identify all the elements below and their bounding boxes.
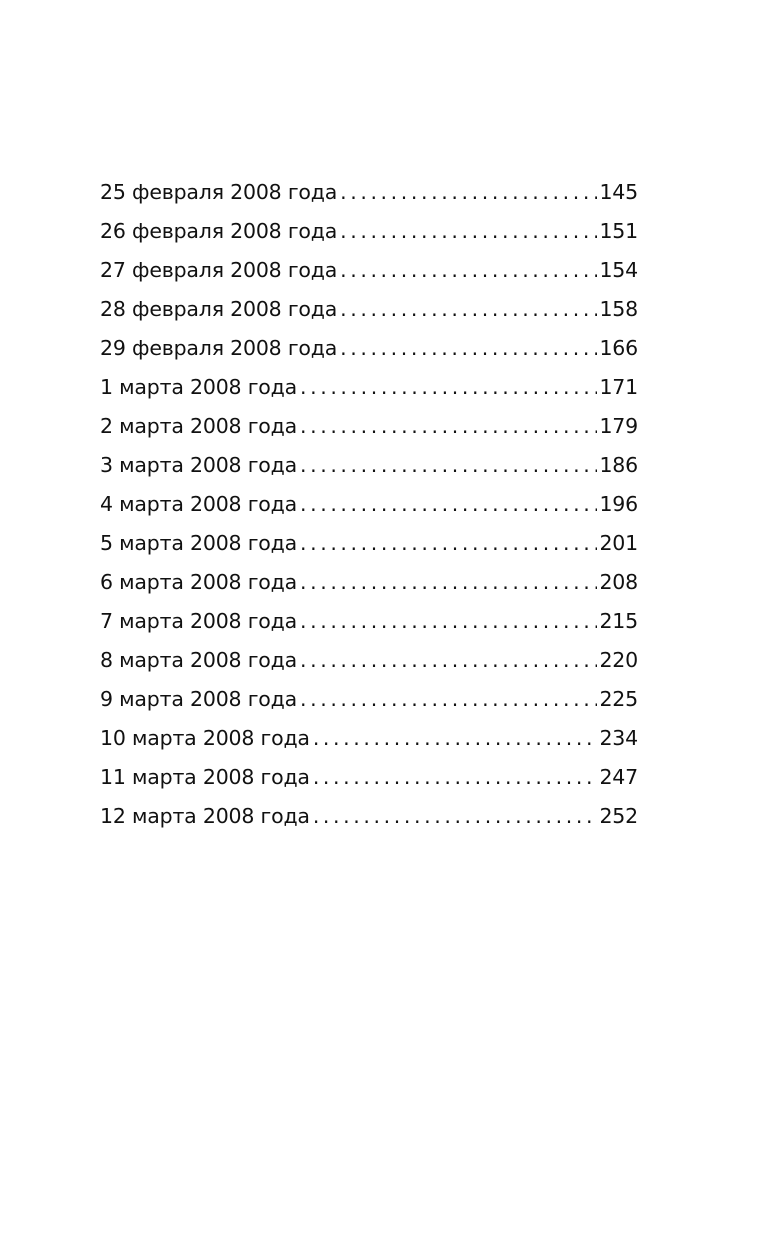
toc-entry[interactable] [100,329,638,368]
toc-entry-page: 201 [599,531,638,555]
toc-entry-page: 252 [599,804,638,828]
dot-leader [300,407,598,446]
toc-entry[interactable] [100,797,638,836]
toc-entry[interactable] [100,407,638,446]
toc-entry[interactable] [100,251,638,290]
toc-entry-title: 26 февраля 2008 года [100,219,338,243]
toc-entry-title: 2 марта 2008 года [100,414,297,438]
toc-entry-page: 215 [599,609,638,633]
toc-entry-page: 151 [599,219,638,243]
toc-entry[interactable] [100,212,638,251]
dot-leader [340,212,597,251]
dot-leader [300,446,598,485]
toc-entry[interactable] [100,173,638,212]
toc-entry-page: 166 [599,336,638,360]
dot-leader [340,251,597,290]
dot-leader [300,602,598,641]
dot-leader [300,563,598,602]
toc-entry-page: 158 [599,297,638,321]
toc-entry-page: 234 [599,726,638,750]
toc-entry[interactable] [100,641,638,680]
dot-leader [300,485,598,524]
table-of-contents [100,173,638,836]
toc-entry-page: 145 [599,180,638,204]
toc-entry[interactable] [100,602,638,641]
toc-entry[interactable] [100,719,638,758]
toc-entry-title: 4 марта 2008 года [100,492,297,516]
dot-leader [300,680,598,719]
toc-entry[interactable] [100,485,638,524]
toc-entry-title: 9 марта 2008 года [100,687,297,711]
dot-leader [313,797,598,836]
toc-entry-title: 28 февраля 2008 года [100,297,338,321]
toc-entry-title: 1 марта 2008 года [100,375,297,399]
toc-entry-title: 3 марта 2008 года [100,453,297,477]
toc-entry-title: 29 февраля 2008 года [100,336,338,360]
toc-entry-title: 12 марта 2008 года [100,804,310,828]
dot-leader [300,641,598,680]
toc-entry[interactable] [100,368,638,407]
dot-leader [313,758,598,797]
toc-entry[interactable] [100,563,638,602]
toc-entry-page: 196 [599,492,638,516]
toc-entry[interactable] [100,446,638,485]
toc-entry[interactable] [100,290,638,329]
dot-leader [340,329,597,368]
toc-entry-title: 7 марта 2008 года [100,609,297,633]
toc-entry-page: 154 [599,258,638,282]
toc-entry-title: 25 февраля 2008 года [100,180,338,204]
toc-entry[interactable] [100,680,638,719]
toc-entry-page: 247 [599,765,638,789]
toc-entry-title: 5 марта 2008 года [100,531,297,555]
dot-leader [340,173,597,212]
toc-entry-title: 10 марта 2008 года [100,726,310,750]
toc-entry-page: 171 [599,375,638,399]
toc-entry-title: 27 февраля 2008 года [100,258,338,282]
toc-entry[interactable] [100,524,638,563]
toc-entry-page: 179 [599,414,638,438]
toc-entry-page: 220 [599,648,638,672]
dot-leader [300,524,598,563]
toc-entry-page: 186 [599,453,638,477]
toc-entry-page: 208 [599,570,638,594]
toc-entry-title: 11 марта 2008 года [100,765,310,789]
dot-leader [313,719,598,758]
toc-entry[interactable] [100,758,638,797]
dot-leader [340,290,597,329]
toc-entry-title: 6 марта 2008 года [100,570,297,594]
toc-entry-title: 8 марта 2008 года [100,648,297,672]
toc-entry-page: 225 [599,687,638,711]
dot-leader [300,368,598,407]
